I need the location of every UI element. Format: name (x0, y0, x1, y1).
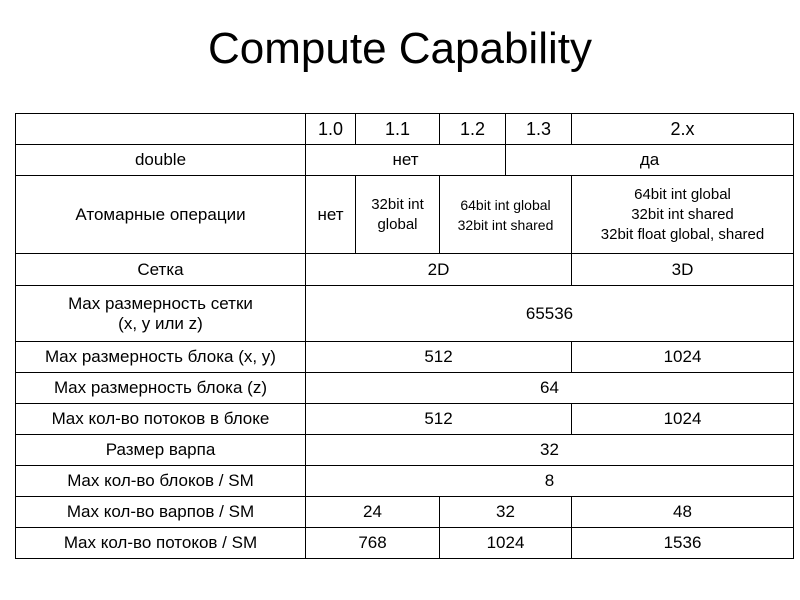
row-label-atomic: Атомарные операции (16, 176, 306, 254)
table-row-block-z (16, 373, 794, 404)
threads-sm-value-b: 1024 (440, 528, 572, 559)
atomic-value-1-1 (356, 176, 440, 254)
grid-size-label-line-2: (x, y или z) (118, 313, 203, 333)
table-row-blocks-sm (16, 466, 794, 497)
row-label-grid-size (16, 286, 306, 342)
atomic-1-1-line-2: global (377, 215, 418, 233)
grid-size-label-line-1: Max размерность сетки (68, 293, 253, 313)
blocks-sm-value: 8 (306, 466, 794, 497)
atomic-2-x-line-3: 32bit float global, shared (600, 225, 765, 243)
row-label-warp-size: Размер варпа (16, 435, 306, 466)
double-value-no: нет (306, 145, 506, 176)
header-version-1-2: 1.2 (440, 114, 506, 145)
grid-value-3d: 3D (572, 254, 794, 286)
atomic-1-2-line-2: 32bit int shared (457, 216, 554, 233)
row-label-double: double (16, 145, 306, 176)
atomic-value-1-0: нет (306, 176, 356, 254)
table-row-double (16, 145, 794, 176)
atomic-value-1-2-1-3 (440, 176, 572, 254)
header-version-1-3: 1.3 (506, 114, 572, 145)
table-row-grid (16, 254, 794, 286)
threads-block-value-b: 1024 (572, 404, 794, 435)
block-xy-value-a: 512 (306, 342, 572, 373)
atomic-value-2-x (572, 176, 794, 254)
table-row-grid-size (16, 286, 794, 342)
row-label-threads-block: Max кол-во потоков в блоке (16, 404, 306, 435)
warp-size-value: 32 (306, 435, 794, 466)
block-z-value: 64 (306, 373, 794, 404)
slide-title: Compute Capability (208, 24, 592, 73)
table-row-threads-block (16, 404, 794, 435)
atomic-1-2-line-1: 64bit int global (460, 196, 551, 213)
row-label-warps-sm: Max кол-во варпов / SM (16, 497, 306, 528)
block-xy-value-b: 1024 (572, 342, 794, 373)
header-version-1-1: 1.1 (356, 114, 440, 145)
compute-capability-table (15, 113, 794, 559)
table-row-warps-sm (16, 497, 794, 528)
header-version-2-x: 2.x (572, 114, 794, 145)
warps-sm-value-b: 32 (440, 497, 572, 528)
threads-block-value-a: 512 (306, 404, 572, 435)
grid-value-2d: 2D (306, 254, 572, 286)
warps-sm-value-a: 24 (306, 497, 440, 528)
table-row-warp-size (16, 435, 794, 466)
table-row-block-xy (16, 342, 794, 373)
table-row-threads-sm (16, 528, 794, 559)
row-label-grid: Сетка (16, 254, 306, 286)
header-empty-cell (16, 114, 306, 145)
atomic-2-x-line-2: 32bit int shared (631, 205, 734, 223)
warps-sm-value-c: 48 (572, 497, 794, 528)
header-version-1-0: 1.0 (306, 114, 356, 145)
row-label-threads-sm: Max кол-во потоков / SM (16, 528, 306, 559)
row-label-block-z: Max размерность блока (z) (16, 373, 306, 404)
atomic-2-x-line-1: 64bit int global (634, 185, 731, 203)
table-row-header (16, 114, 794, 145)
row-label-block-xy: Max размерность блока (x, y) (16, 342, 306, 373)
threads-sm-value-c: 1536 (572, 528, 794, 559)
table-row-atomic (16, 176, 794, 254)
threads-sm-value-a: 768 (306, 528, 440, 559)
row-label-blocks-sm: Max кол-во блоков / SM (16, 466, 306, 497)
grid-size-value: 65536 (306, 286, 794, 342)
double-value-yes: да (506, 145, 794, 176)
atomic-1-1-line-1: 32bit int (371, 195, 424, 213)
